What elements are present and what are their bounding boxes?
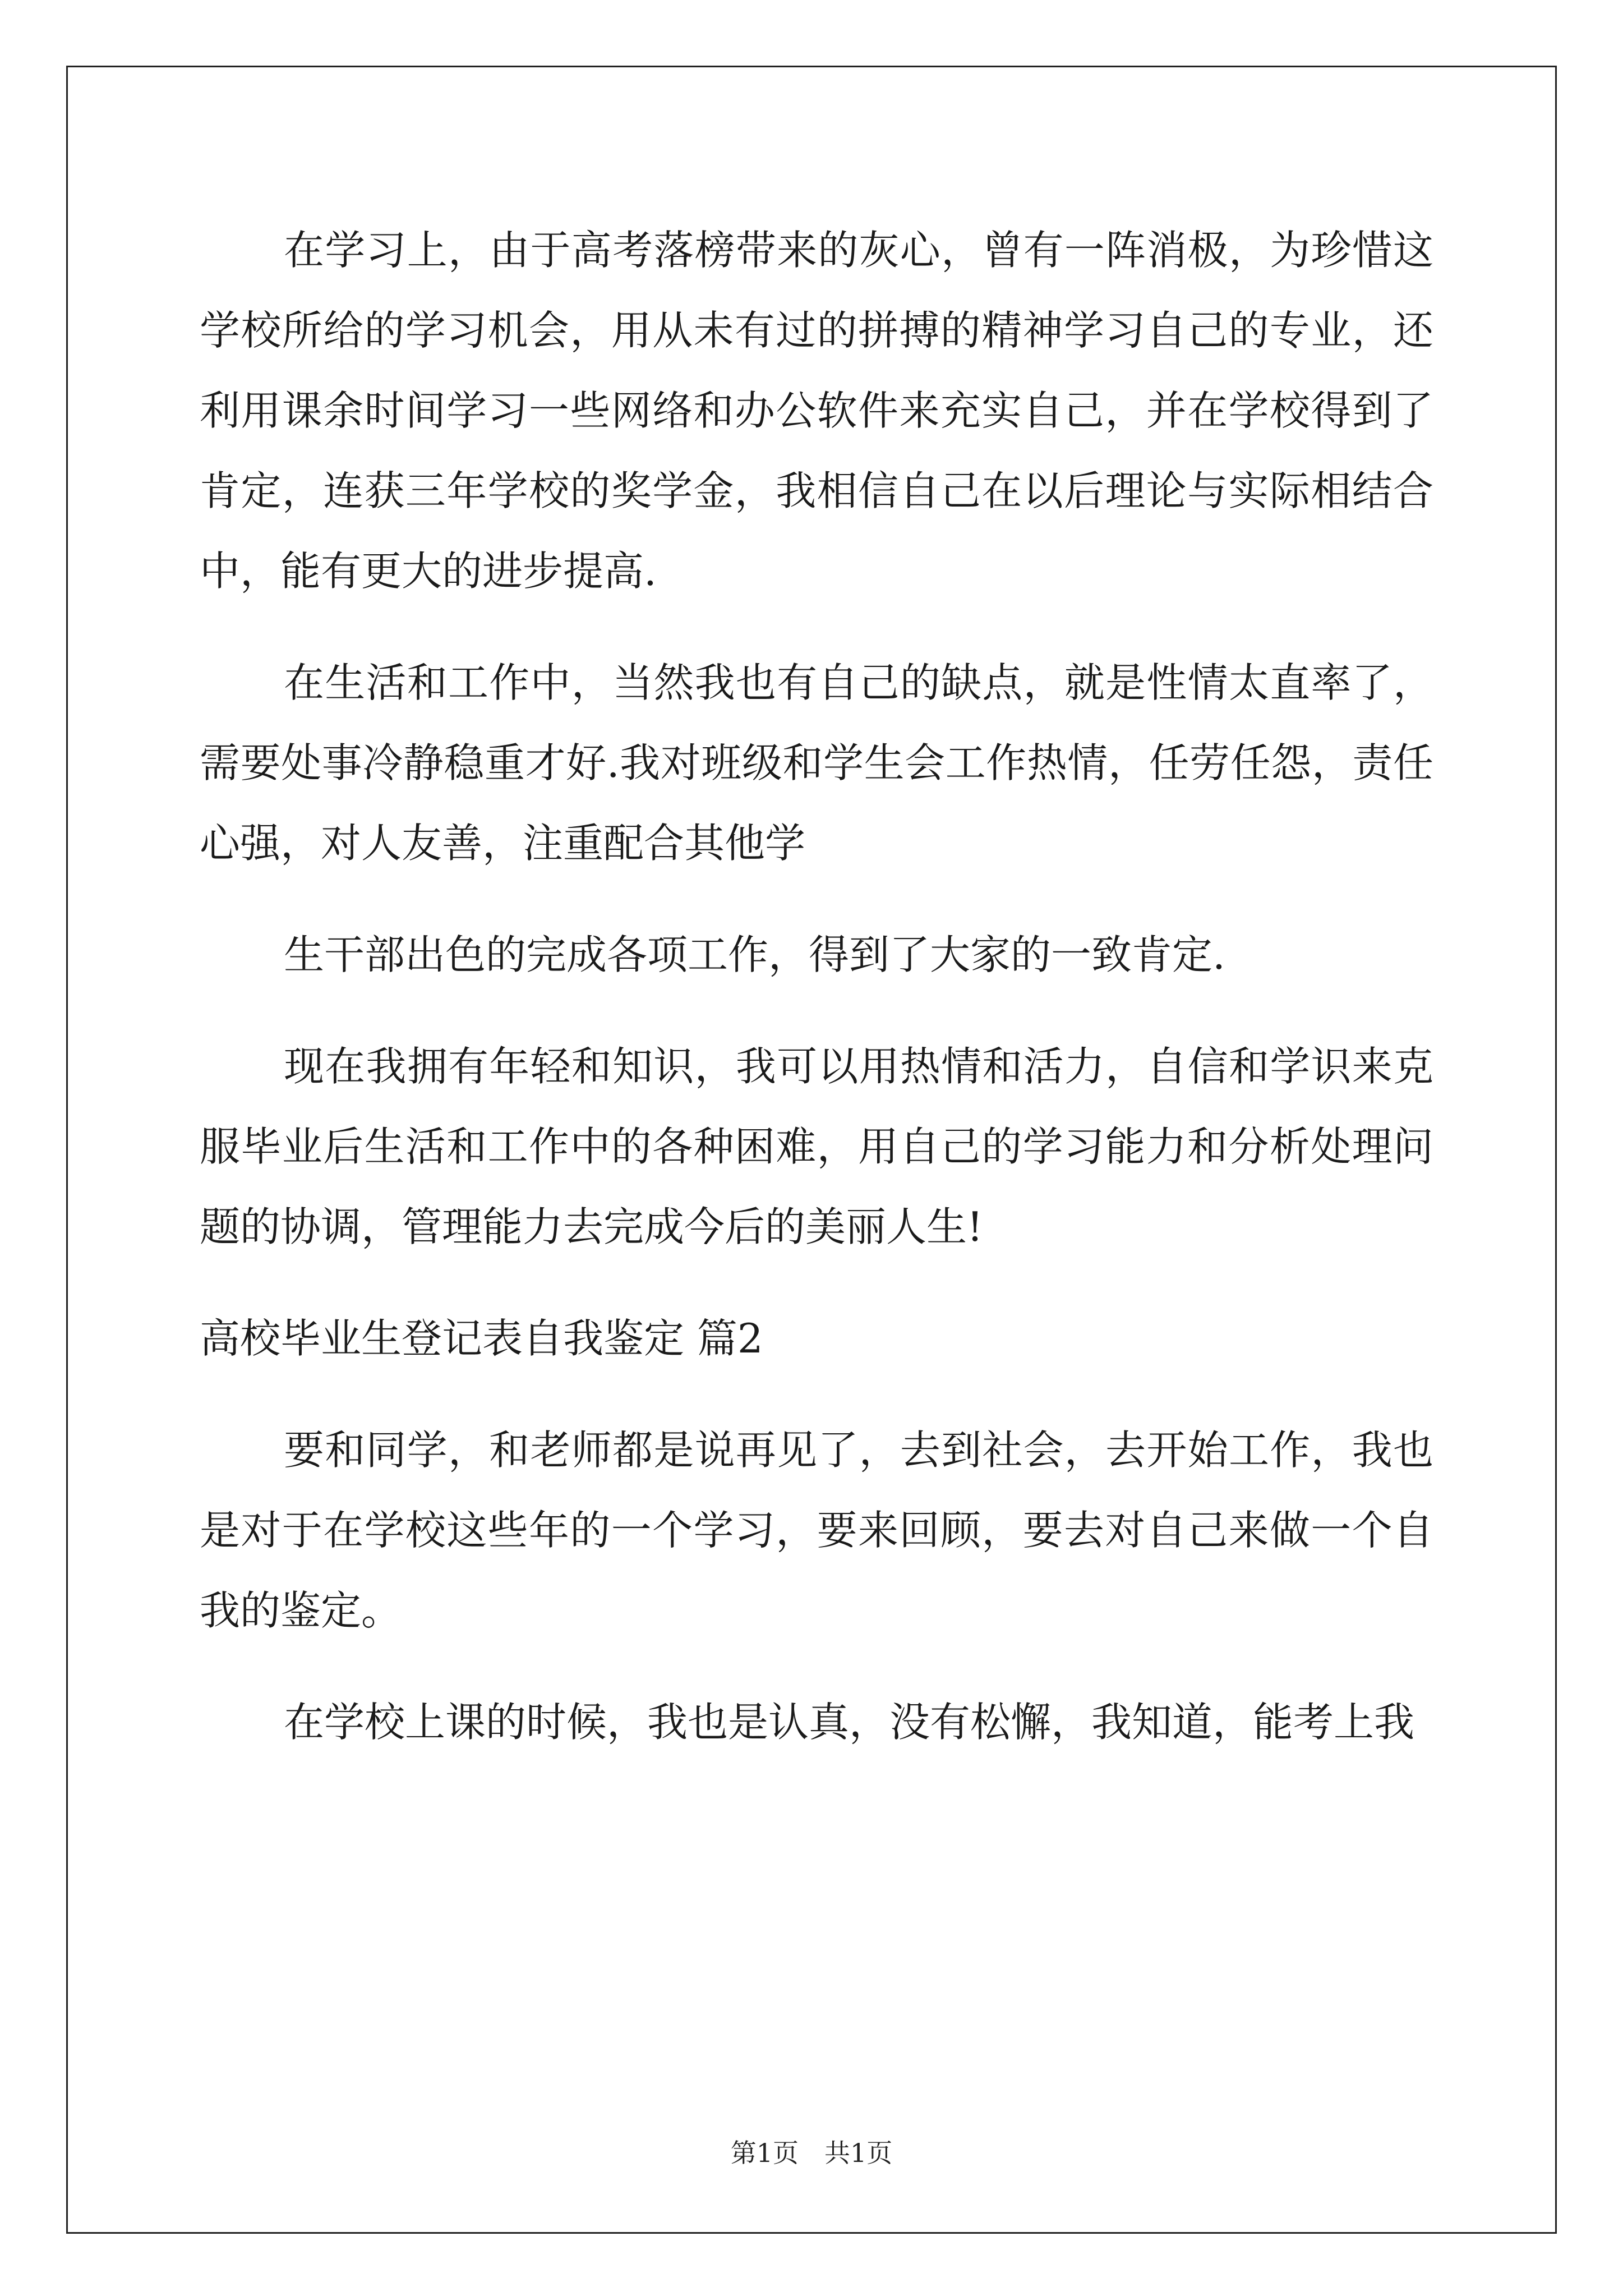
paragraph: 要和同学，和老师都是说再见了，去到社会，去开始工作，我也是对于在学校这些年的一个学习，要来回顾，要去对自己来做一个自我的鉴定。 <box>200 1427 1433 1634</box>
paragraph: 在学习上，由于高考落榜带来的灰心，曾有一阵消极，为珍惜这学校所给的学习机会，用从未有过的拼搏的精神学习自己的专业，还利用课余时间学习一些网络和办公软件来充实自己，并在学校得到了肯定，连获三年学校的奖学金，我相信自己在以后理论与实际相结合中，能有更大的进步提高. <box>200 227 1433 595</box>
paragraph: 在生活和工作中，当然我也有自己的缺点，就是性情太直率了，需要处事冷静稳重才好.我对班级和学生会工作热情，任劳任怨，责任心强，对人友善，注重配合其他学 <box>200 659 1433 867</box>
section-heading: 高校毕业生登记表自我鉴定 篇2 <box>200 1315 763 1362</box>
paragraph: 在学校上课的时候，我也是认真，没有松懈，我知道，能考上我 <box>284 1699 1415 1746</box>
paragraph: 生干部出色的完成各项工作，得到了大家的一致肯定. <box>284 931 1225 978</box>
page-number-footer: 第1页 共1页 <box>730 2138 893 2168</box>
paragraph: 现在我拥有年轻和知识，我可以用热情和活力，自信和学识来克服毕业后生活和工作中的各种困难，用自己的学习能力和分析处理问题的协调，管理能力去完成今后的美丽人生! <box>200 1043 1433 1250</box>
document-body <box>200 210 1433 1794</box>
